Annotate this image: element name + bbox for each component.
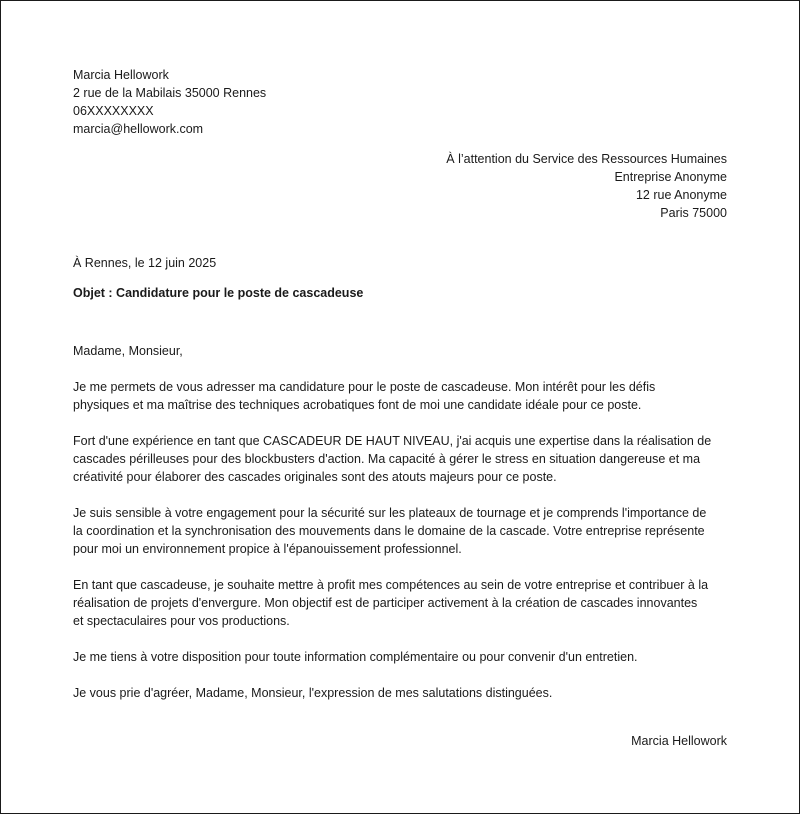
sender-email: marcia@hellowork.com xyxy=(73,122,204,136)
paragraph-line: physiques et ma maîtrise des techniques acrobatiques font de moi une candidate idéale pour ce poste. xyxy=(73,398,642,412)
recipient-attention: À l’attention du Service des Ressources Humaines xyxy=(446,152,727,166)
paragraph-line: Je me tiens à votre disposition pour toute information complémentaire ou pour convenir d'un entretien. xyxy=(73,650,638,664)
paragraph-line: créativité pour élaborer des cascades originales sont des atouts majeurs pour ce poste. xyxy=(73,470,557,484)
recipient-company: Entreprise Anonyme xyxy=(614,170,727,184)
sender-phone: 06XXXXXXXX xyxy=(73,104,154,118)
recipient-street: 12 rue Anonyme xyxy=(635,188,727,202)
paragraph-line: En tant que cascadeuse, je souhaite mettre à profit mes compétences au sein de votre entreprise et contribuer à la xyxy=(73,578,709,592)
sender-address: 2 rue de la Mabilais 35000 Rennes xyxy=(73,86,267,100)
letter-subject: Objet : Candidature pour le poste de cascadeuse xyxy=(73,286,364,300)
paragraph-line: Je vous prie d'agréer, Madame, Monsieur, l'expression de mes salutations distinguées. xyxy=(73,686,553,700)
signature: Marcia Hellowork xyxy=(631,734,727,748)
body-paragraph xyxy=(73,378,733,414)
paragraph-line: Fort d'une expérience en tant que CASCADEUR DE HAUT NIVEAU, j'ai acquis une expertise dans la réalisation de xyxy=(73,434,712,448)
letter-date: À Rennes, le 12 juin 2025 xyxy=(73,256,217,270)
paragraph-line: et spectaculaires pour vos productions. xyxy=(73,614,290,628)
recipient-block xyxy=(446,150,727,222)
sender-block xyxy=(73,66,266,138)
closing-paragraph xyxy=(73,684,733,702)
paragraph-line: la coordination et la synchronisation des mouvements dans le domaine de la cascade. Votre entreprise représente xyxy=(73,524,705,538)
body-paragraph xyxy=(73,576,733,630)
paragraph-line: pour moi un environnement propice à l'épanouissement professionnel. xyxy=(73,542,462,556)
sender-name: Marcia Hellowork xyxy=(73,68,169,82)
paragraph-line: cascades périlleuses pour des blockbusters d'action. Ma capacité à gérer le stress en situation dangereuse et ma xyxy=(73,452,701,466)
paragraph-line: Je suis sensible à votre engagement pour la sécurité sur les plateaux de tournage et je comprends l'importance de xyxy=(73,506,707,520)
body-paragraph xyxy=(73,648,733,666)
recipient-city: Paris 75000 xyxy=(660,206,727,220)
greeting: Madame, Monsieur, xyxy=(73,344,183,358)
paragraph-line: réalisation de projets d'envergure. Mon objectif est de participer activement à la création de cascades innovantes xyxy=(73,596,698,610)
body-paragraph xyxy=(73,432,733,486)
body-paragraph xyxy=(73,504,733,558)
letter-body xyxy=(73,342,733,720)
paragraph-line: Je me permets de vous adresser ma candidature pour le poste de cascadeuse. Mon intérêt pour les défis xyxy=(73,380,656,394)
